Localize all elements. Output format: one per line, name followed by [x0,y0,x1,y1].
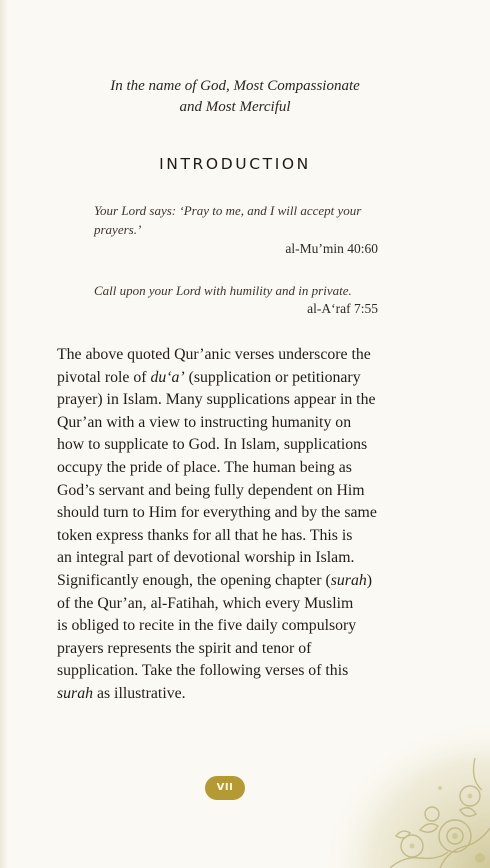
text-line: God’s servant and being fully dependent on Him [57,481,365,499]
quote-citation: al-A‘raf 7:55 [307,301,378,316]
text-line: occupy the pride of place. The human being as [57,458,352,476]
text-line: token express thanks for all that he has. This is [57,526,353,544]
text-line: prayers represents the spirit and tenor of [57,639,312,657]
text-line: of the Qur’an, al-Fatihah, which every Muslim [57,594,354,612]
page-edge-shadow [0,0,8,868]
quranic-quote: Your Lord says: ‘Pray to me, and I will accept your prayers.’ [94,203,362,237]
text-line: The above quoted Qur’anic verses underscore the [57,346,371,363]
text-line: is obliged to recite in the five daily compulsory [57,617,357,635]
text-line: surah as illustrative. [57,684,186,702]
basmala [0,76,470,118]
text-line: an integral part of devotional worship in Islam. [57,549,355,567]
text-line: supplication. Take the following verses of this [57,662,349,680]
text-line: how to supplicate to God. In Islam, supplications [57,436,368,454]
floral-ornament-icon [320,718,490,868]
text-line: prayer) in Islam. Many supplications appear in the [57,391,376,409]
basmala-line: and Most Merciful [179,99,291,115]
text-line: pivotal role of du‘a’ (supplication or petitionary [57,368,361,386]
body-paragraph [57,344,429,706]
page-number-badge: VII [205,776,245,800]
quote-citation: al-Mu’min 40:60 [285,241,378,256]
text-line: Qur’an with a view to instructing humanity on [57,413,352,431]
quranic-quote: Call upon your Lord with humility and in private. [94,283,352,298]
basmala-line: In the name of God, Most Compassionate [110,78,360,94]
text-line: should turn to Him for everything and by the same [57,504,377,522]
text-line: Significantly enough, the opening chapter (surah) [57,571,373,589]
section-heading: INTRODUCTION [159,155,311,173]
